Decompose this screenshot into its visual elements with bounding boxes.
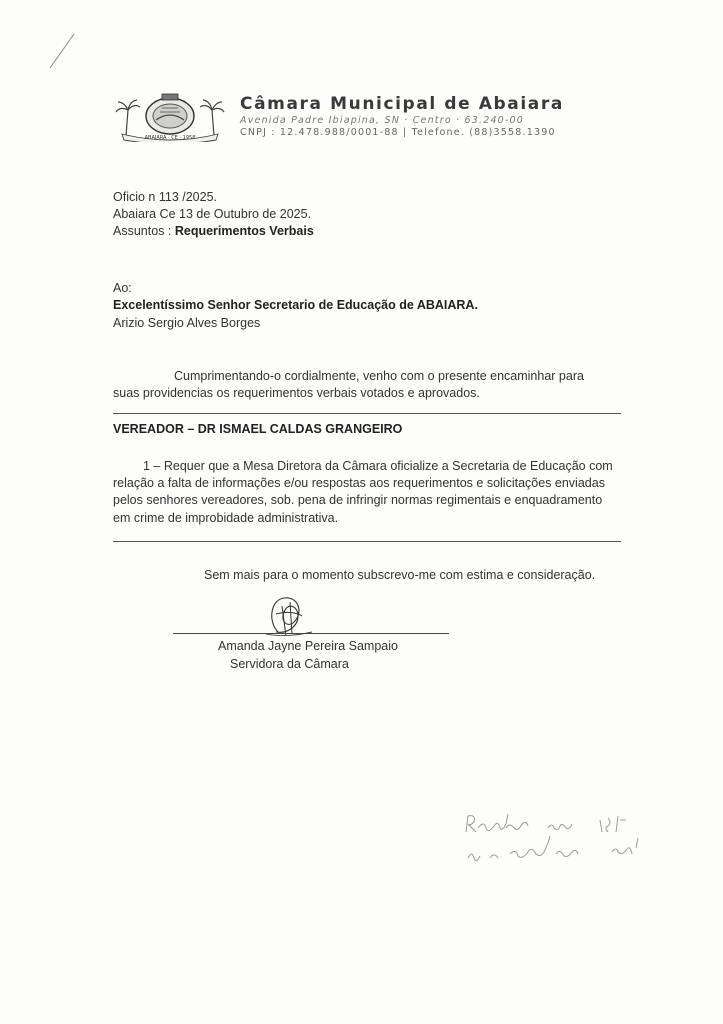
letterhead-contact: CNPJ : 12.478.988/0001-88 | Telefone. (88)3558.1390 <box>240 127 556 138</box>
camara-coat-of-arms-logo <box>112 92 230 142</box>
recipient-name: Arizio Sergio Alves Borges <box>113 316 261 330</box>
signatory-role: Servidora da Câmara <box>230 657 349 671</box>
divider-top <box>113 413 621 414</box>
subject-line <box>113 223 314 240</box>
letterhead <box>112 92 632 142</box>
intro-line-2: suas providencias os requerimentos verbais votados e aprovados. <box>113 386 480 400</box>
divider-bottom <box>113 541 621 542</box>
intro-line-1: Cumprimentando-o cordialmente, venho com o presente encaminhar para <box>174 369 584 383</box>
subject-value: Requerimentos Verbais <box>174 224 314 238</box>
document-date: Abaiara Ce 13 de Outubro de 2025. <box>113 207 312 221</box>
letterhead-address: Avenida Padre Ibiapina, SN · Centro · 63.240-00 <box>240 115 525 126</box>
subject-label: Assuntos : <box>113 224 175 238</box>
signatory-name: Amanda Jayne Pereira Sampaio <box>218 639 398 653</box>
seal-ribbon-text: ABAIARA · CE · 1958 <box>144 135 196 141</box>
handwritten-receipt-note <box>462 808 692 868</box>
closing-text: Sem mais para o momento subscrevo-me com estima e consideração. <box>204 568 596 582</box>
request-line-3: pelos senhores vereadores, sob. pena de infringir normas regimentais e enquadramento <box>113 493 603 507</box>
recipient-title: Excelentíssimo Senhor Secretario de Educação de ABAIARA. <box>113 298 478 312</box>
request-line-4: em crime de improbidade administrativa. <box>113 511 339 525</box>
signature-line <box>173 633 449 634</box>
letterhead-title: Câmara Municipal de Abaiara <box>240 94 564 114</box>
request-line-2: relação a falta de informações e/ou respostas aos requerimentos e solicitações enviadas <box>113 476 605 490</box>
pen-mark <box>46 32 76 72</box>
recipient-ao: Ao: <box>113 281 132 295</box>
oficio-number: Oficio n 113 /2025. <box>113 190 218 204</box>
vereador-heading: VEREADOR – DR ISMAEL CALDAS GRANGEIRO <box>113 422 403 436</box>
request-line-1: 1 – Requer que a Mesa Diretora da Câmara oficialize a Secretaria de Educação com <box>143 459 613 473</box>
